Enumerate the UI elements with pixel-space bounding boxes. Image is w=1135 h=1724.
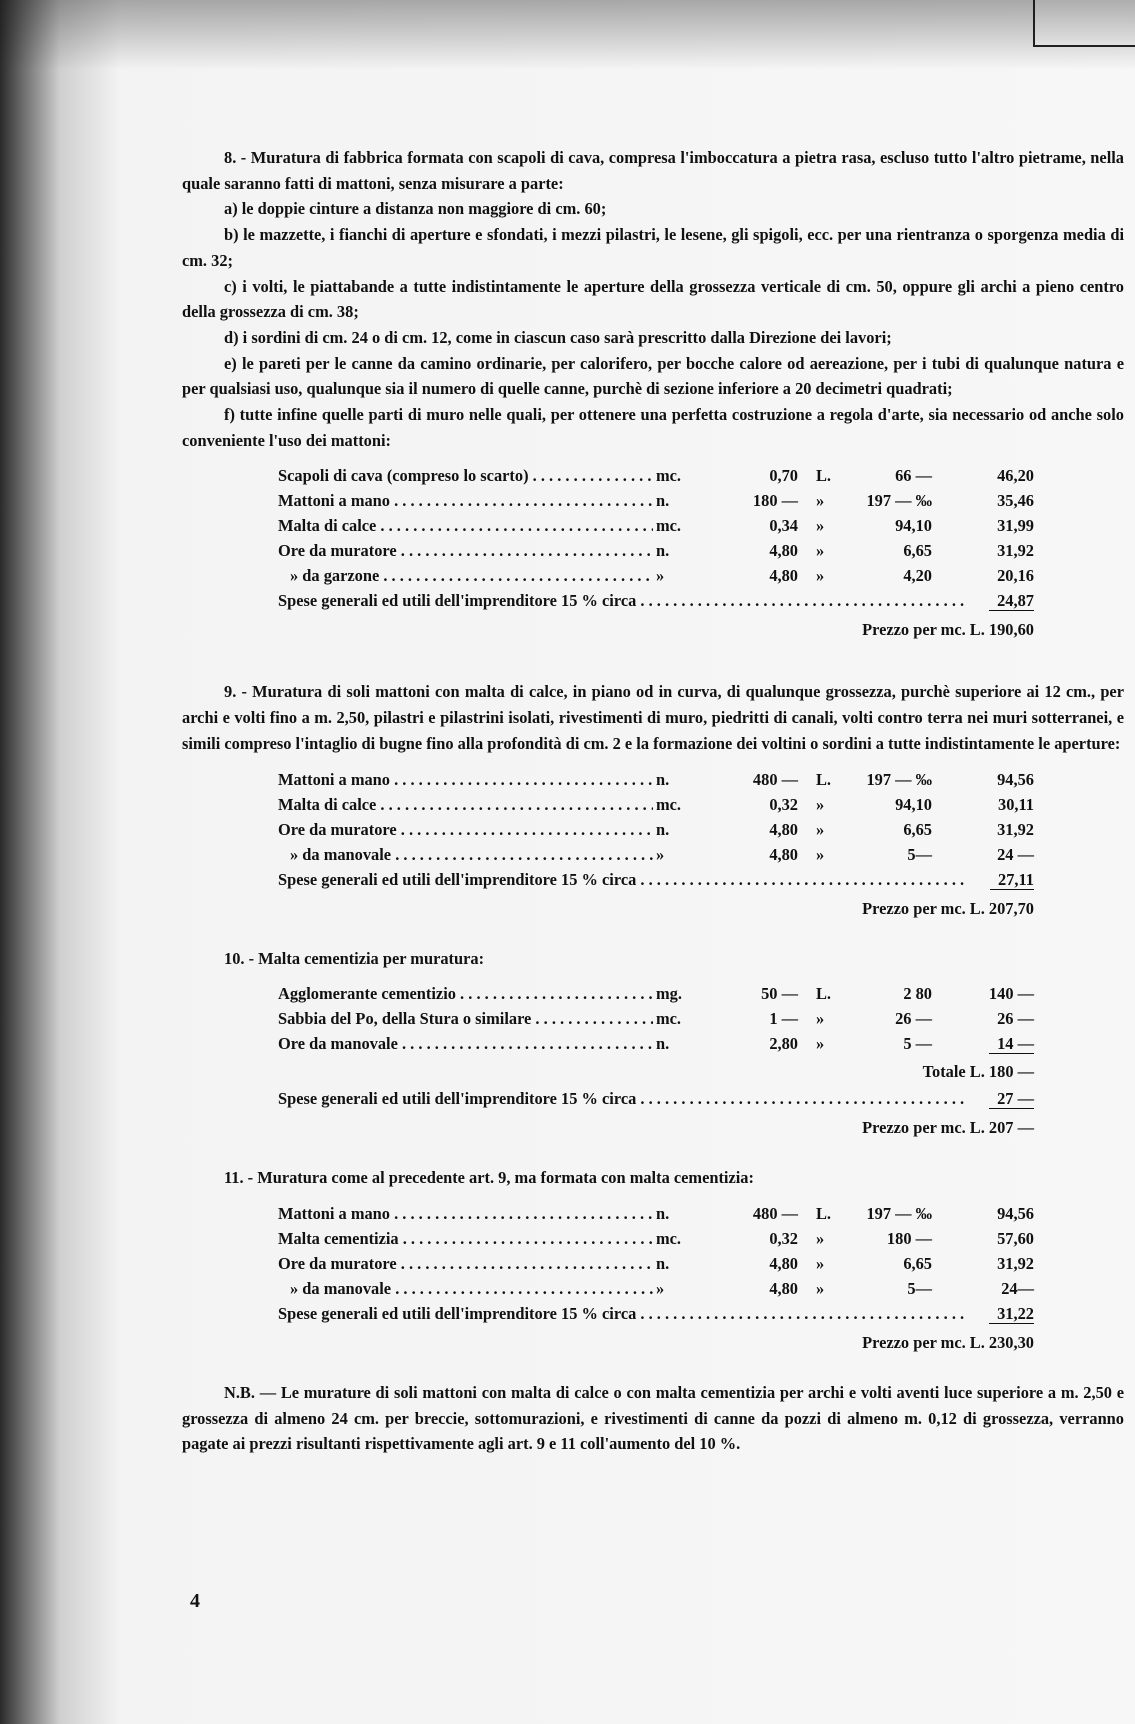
spese-row: Spese generali ed utili dell'imprenditore 15 % circa . . . 27 — (278, 1086, 1034, 1111)
art8-item-c: c) i volti, le piattabande a tutte indistintamente le aperture della grossezza verticale di cm. 50, oppure gli archi a pieno centro della grossezza di cm. 38; (182, 276, 1124, 322)
table-row: Sabbia del Po, della Stura o similare . . . mc. 1 — » 26 — 26 — (278, 1006, 1034, 1031)
prezzo-row: Prezzo per mc. L. 230,30 (862, 1332, 1034, 1352)
table-row: Scapoli di cava (compreso lo scarto) . . . mc. 0,70 L. 66 — 46,20 (278, 463, 1034, 488)
art8-item-f: f) tutte infine quelle parti di muro nelle quali, per ottenere una perfetta costruzione a regola d'arte, sia necessario od anche solo conveniente l'uso dei mattoni: (182, 405, 1124, 450)
table-row: Ore da muratore . . . n. 4,80 » 6,65 31,92 (278, 817, 1034, 842)
art8-item-a: a) le doppie cinture a distanza non maggiore di cm. 60; (224, 199, 607, 219)
document-body (182, 145, 1124, 1457)
table-row: Ore da muratore . . . n. 4,80 » 6,65 31,92 (278, 1251, 1034, 1276)
table-row: Agglomerante cementizio . . . mg. 50 — L. 2 80 140 — (278, 981, 1034, 1006)
table-row: Mattoni a mano . . . n. 180 — » 197 — ‰ 35,46 (278, 488, 1034, 513)
table-row: » da manovale . . . » 4,80 » 5— 24 — (278, 842, 1034, 867)
corner-white-patch (1033, 0, 1135, 47)
table-row: Malta di calce . . . mc. 0,34 » 94,10 31,99 (278, 513, 1034, 538)
art8-intro: 8. - Muratura di fabbrica formata con scapoli di cava, compresa l'imboccatura a pietra rasa, escluso tutto l'altro pietrame, nella quale saranno fatti di mattoni, senza misurare a parte: (182, 148, 1124, 193)
art11-cost-table (278, 1201, 1034, 1358)
table-row: Ore da manovale . . . n. 2,80 » 5 — 14 — (278, 1031, 1034, 1056)
page-number: 4 (190, 1590, 200, 1612)
prezzo-row: Prezzo per mc. L. 190,60 (862, 620, 1034, 640)
table-row: Mattoni a mano . . . n. 480 — L. 197 — ‰ 94,56 (278, 767, 1034, 792)
prezzo-row: Prezzo per mc. L. 207,70 (862, 898, 1034, 918)
prezzo-row: Prezzo per mc. L. 207 — (862, 1118, 1034, 1138)
table-row: Malta di calce . . . mc. 0,32 » 94,10 30,11 (278, 792, 1034, 817)
art9-cost-table (278, 767, 1034, 924)
art8-item-d: d) i sordini di cm. 24 o di cm. 12, come in ciascun caso sarà prescritto dalla Direzione dei lavori; (224, 327, 892, 347)
table-row: Mattoni a mano . . . n. 480 — L. 197 — ‰ 94,56 (278, 1201, 1034, 1226)
totale-row: Totale L. 180 — (922, 1062, 1034, 1082)
art8-cost-table (278, 463, 1034, 645)
art8-item-e: e) le pareti per le canne da camino ordinarie, per calorifero, per bocche calore od aereazione, per i tubi di qualunque natura e per qualsiasi uso, qualunque sia il numero di quelle canne, purchè di sezione inferiore a 20 decimetri quadrati; (182, 353, 1124, 399)
art10-cost-table (278, 981, 1034, 1143)
spese-row: Spese generali ed utili dell'imprenditore 15 % circa . . . 31,22 (278, 1301, 1034, 1326)
table-row: Ore da muratore . . . n. 4,80 » 6,65 31,92 (278, 538, 1034, 563)
art8-item-b: b) le mazzette, i fianchi di aperture e sfondati, i mezzi pilastri, le lesene, gli spigoli, ecc. per una rientranza o sporgenza media di cm. 32; (182, 225, 1124, 270)
art10-title: 10. - Malta cementizia per muratura: (224, 948, 485, 968)
art11-title: 11. - Muratura come al precedente art. 9, ma formata con malta cementizia: (224, 1168, 754, 1188)
table-row: Malta cementizia . . . mc. 0,32 » 180 — 57,60 (278, 1226, 1034, 1251)
table-row: » da manovale . . . » 4,80 » 5— 24— (278, 1276, 1034, 1301)
spese-row: Spese generali ed utili dell'imprenditore 15 % circa . . . 24,87 (278, 588, 1034, 613)
spese-row: Spese generali ed utili dell'imprenditore 15 % circa . . . 27,11 (278, 867, 1034, 892)
nb-note: N.B. — Le murature di soli mattoni con malta di calce o con malta cementizia per archi e volti aventi luce superiore a m. 2,50 e grossezza di almeno 24 cm. per breccie, sottomurazioni, e rivestimenti di canne da pozzi di almeno m. 0,12 di grossezza, verranno pagate ai prezzi risultanti rispettivamente agli art. 9 e 11 coll'aumento del 10 %. (182, 1382, 1124, 1454)
table-row: » da garzone . . . » 4,80 » 4,20 20,16 (278, 563, 1034, 588)
art9-intro: 9. - Muratura di soli mattoni con malta di calce, in piano od in curva, di qualunque grossezza, purchè superiore ai 12 cm., per archi e volti fino a m. 2,50, pilastri e pilastrini isolati, rivestimenti di muro, piedritti di canali, volti contro terra nei muri sotterranei, e simili compreso l'intaglio di bugne fino alla profondità di cm. 2 e la formazione dei voltini o sordini a tutte indistintamente le aperture: (182, 682, 1124, 753)
